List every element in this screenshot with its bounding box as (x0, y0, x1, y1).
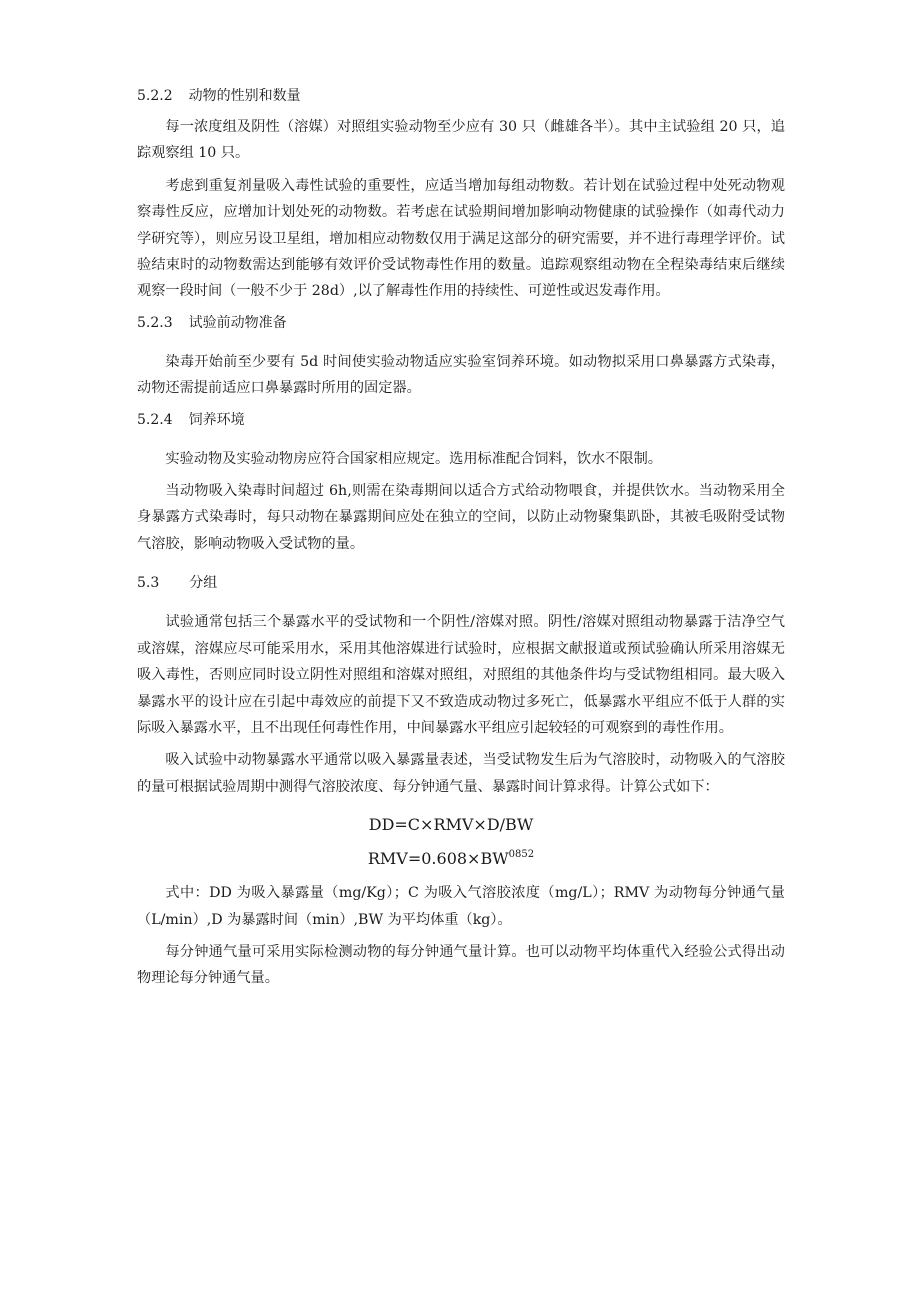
paragraph: 吸入试验中动物暴露水平通常以吸入暴露量表述，当受试物发生后为气溶胶时，动物吸入的气溶胶的量可根据试验周期中测得气溶胶浓度、每分钟通气量、暴露时间计算求得。计算公式如下： (137, 752, 785, 795)
formula-legend: 式中：DD 为吸入暴露量（mg/Kg）；C 为吸入气溶胶浓度（mg/L）；RMV 为动物每分钟通气量（L/min）,D 为暴露时间（min）,BW 为平均体重（kg）。 (137, 885, 785, 928)
section-number: 5.2.4 (137, 411, 173, 428)
section-title: 分组 (189, 575, 218, 592)
section-heading-5-2-3 (137, 311, 785, 335)
paragraph: 实验动物及实验动物房应符合国家相应规定。选用标准配合饲料，饮水不限制。 (165, 450, 662, 467)
section-title: 动物的性别和数量 (188, 88, 301, 104)
section-title: 饲养环境 (188, 411, 245, 428)
formula-rmv-exponent: 0852 (508, 849, 535, 861)
document-body (137, 84, 785, 992)
section-heading-5-2-2 (137, 84, 785, 108)
formula-dd: DD=C×RMV×D/BW (368, 815, 534, 835)
section-heading-5-2-4 (137, 408, 785, 432)
paragraph: 染毒开始前至少要有 5d 时间使实验动物适应实验室饲养环境。如动物拟采用口鼻暴露方式染毒，动物还需提前适应口鼻暴露时所用的固定器。 (137, 353, 785, 397)
paragraph: 试验通常包括三个暴露水平的受试物和一个阴性/溶媒对照。阴性/溶媒对照组动物暴露于洁净空气或溶媒，溶媒应尽可能采用水，采用其他溶媒进行试验时，应根据文献报道或预试验确认所采用溶媒无吸入毒性，否则应同时设立阴性对照组和溶媒对照组，对照组的其他条件均与受试物组相同。最大吸入暴露水平的设计应在引起中毒效应的前提下又不致造成动物过多死亡，低暴露水平组应不低于人群的实际吸入暴露水平，且不出现任何毒性作用，中间暴露水平组应引起较轻的可观察到的毒性作用。 (137, 614, 785, 736)
paragraph: 当动物吸入染毒时间超过 6h,则需在染毒期间以适合方式给动物喂食，并提供饮水。当动物采用全身暴露方式染毒时，每只动物在暴露期间应处在独立的空间，以防止动物聚集趴卧，其被毛吸附受试物气溶胶，影响动物吸入受试物的量。 (137, 483, 785, 552)
paragraph: 每一浓度组及阴性（溶媒）对照组实验动物至少应有 30 只（雌雄各半）。其中主试验组 20 只，追踪观察组 10 只。 (137, 119, 785, 162)
formula-rmv (137, 840, 785, 874)
section-number: 5.2.3 (137, 314, 173, 331)
paragraph: 考虑到重复剂量吸入毒性试验的重要性，应适当增加每组动物数。若计划在试验过程中处死动物观察毒性反应，应增加计划处死的动物数。若考虑在试验期间增加影响动物健康的试验操作（如毒代动力学研究等），则应另设卫星组，增加相应动物数仅用于满足这部分的研究需要，并不进行毒理学评价。试验结束时的动物数需达到能够有效评价受试物毒性作用的数量。追踪观察组动物在全程染毒结束后继续观察一段时间（一般不少于 28d）,以了解毒性作用的持续性、可逆性或迟发毒作用。 (137, 177, 785, 300)
paragraph: 每分钟通气量可采用实际检测动物的每分钟通气量计算。也可以动物平均体重代入经验公式得出动物理论每分钟通气量。 (137, 943, 785, 987)
section-number: 5.3 (137, 575, 160, 592)
section-heading-5-3 (137, 571, 785, 595)
section-title: 试验前动物准备 (188, 314, 287, 331)
section-number: 5.2.2 (137, 88, 173, 104)
formula-rmv-base: RMV=0.608×BW (367, 849, 509, 869)
